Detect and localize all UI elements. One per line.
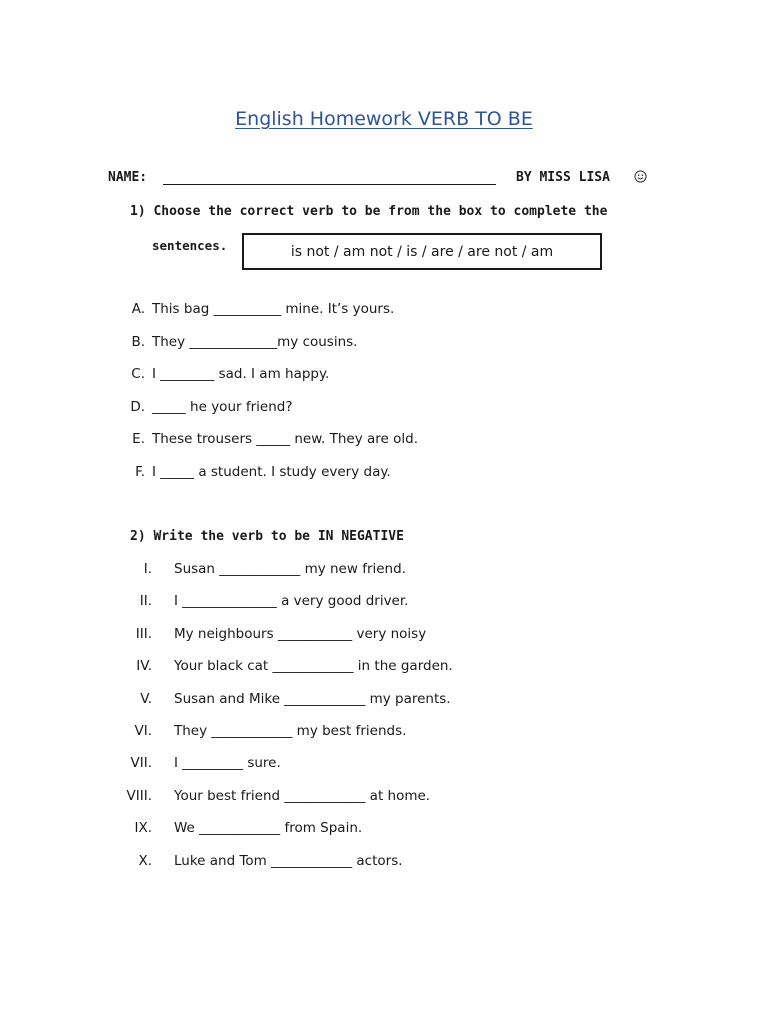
word-bank-text: is not / am not / is / are / are not / am	[290, 243, 554, 260]
item-sentence: I _____ a student. I study every day.	[152, 463, 391, 480]
item-marker: VIII.	[126, 787, 152, 804]
item-marker: IX.	[134, 820, 152, 837]
item-sentence: _____ he your friend?	[152, 398, 293, 415]
name-blank-line	[163, 184, 496, 185]
item-sentence: These trousers _____ new. They are old.	[152, 431, 418, 447]
section1-heading-line2: sentences.	[152, 238, 228, 253]
item-sentence: I _________ sure.	[174, 755, 281, 772]
item-marker: I.	[143, 561, 152, 577]
item-sentence: They _____________my cousins.	[152, 333, 358, 350]
item-sentence: Your black cat ____________ in the garden.	[174, 658, 453, 675]
item-marker: E.	[132, 431, 145, 447]
item-sentence: We ____________ from Spain.	[174, 820, 363, 837]
item-marker: X.	[138, 852, 152, 869]
item-marker: D.	[130, 398, 145, 415]
word-bank-box	[242, 233, 602, 270]
item-marker: IV.	[136, 658, 152, 675]
section2-heading: 2) Write the verb to be IN NEGATIVE	[130, 529, 404, 544]
item-sentence: My neighbours ___________ very noisy	[174, 625, 427, 642]
item-marker: VII.	[130, 755, 152, 772]
section1-heading-line1: 1) Choose the correct verb to be from the box to complete the	[130, 204, 608, 219]
item-sentence: Susan and Mike ____________ my parents.	[174, 690, 451, 707]
item-marker: III.	[135, 625, 152, 642]
item-sentence: Luke and Tom ____________ actors.	[174, 852, 403, 869]
item-sentence: They ____________ my best friends.	[174, 723, 407, 739]
item-marker: A.	[131, 301, 145, 317]
item-marker: II.	[139, 593, 152, 610]
item-sentence: Susan ____________ my new friend.	[174, 561, 406, 577]
item-sentence: I ______________ a very good driver.	[174, 593, 409, 610]
name-label: NAME:	[108, 170, 148, 185]
item-marker: B.	[131, 333, 145, 350]
item-marker: C.	[131, 366, 145, 382]
item-marker: F.	[135, 463, 145, 480]
smiley-face-icon	[634, 170, 647, 183]
item-sentence: I ________ sad. I am happy.	[152, 366, 330, 382]
item-sentence: Your best friend ____________ at home.	[174, 787, 431, 804]
item-sentence: This bag __________ mine. It’s yours.	[152, 301, 395, 317]
item-marker: VI.	[134, 723, 152, 739]
worksheet-title: English Homework VERB TO BE	[235, 108, 533, 130]
author-label: BY MISS LISA	[516, 170, 610, 185]
item-marker: V.	[140, 690, 152, 707]
